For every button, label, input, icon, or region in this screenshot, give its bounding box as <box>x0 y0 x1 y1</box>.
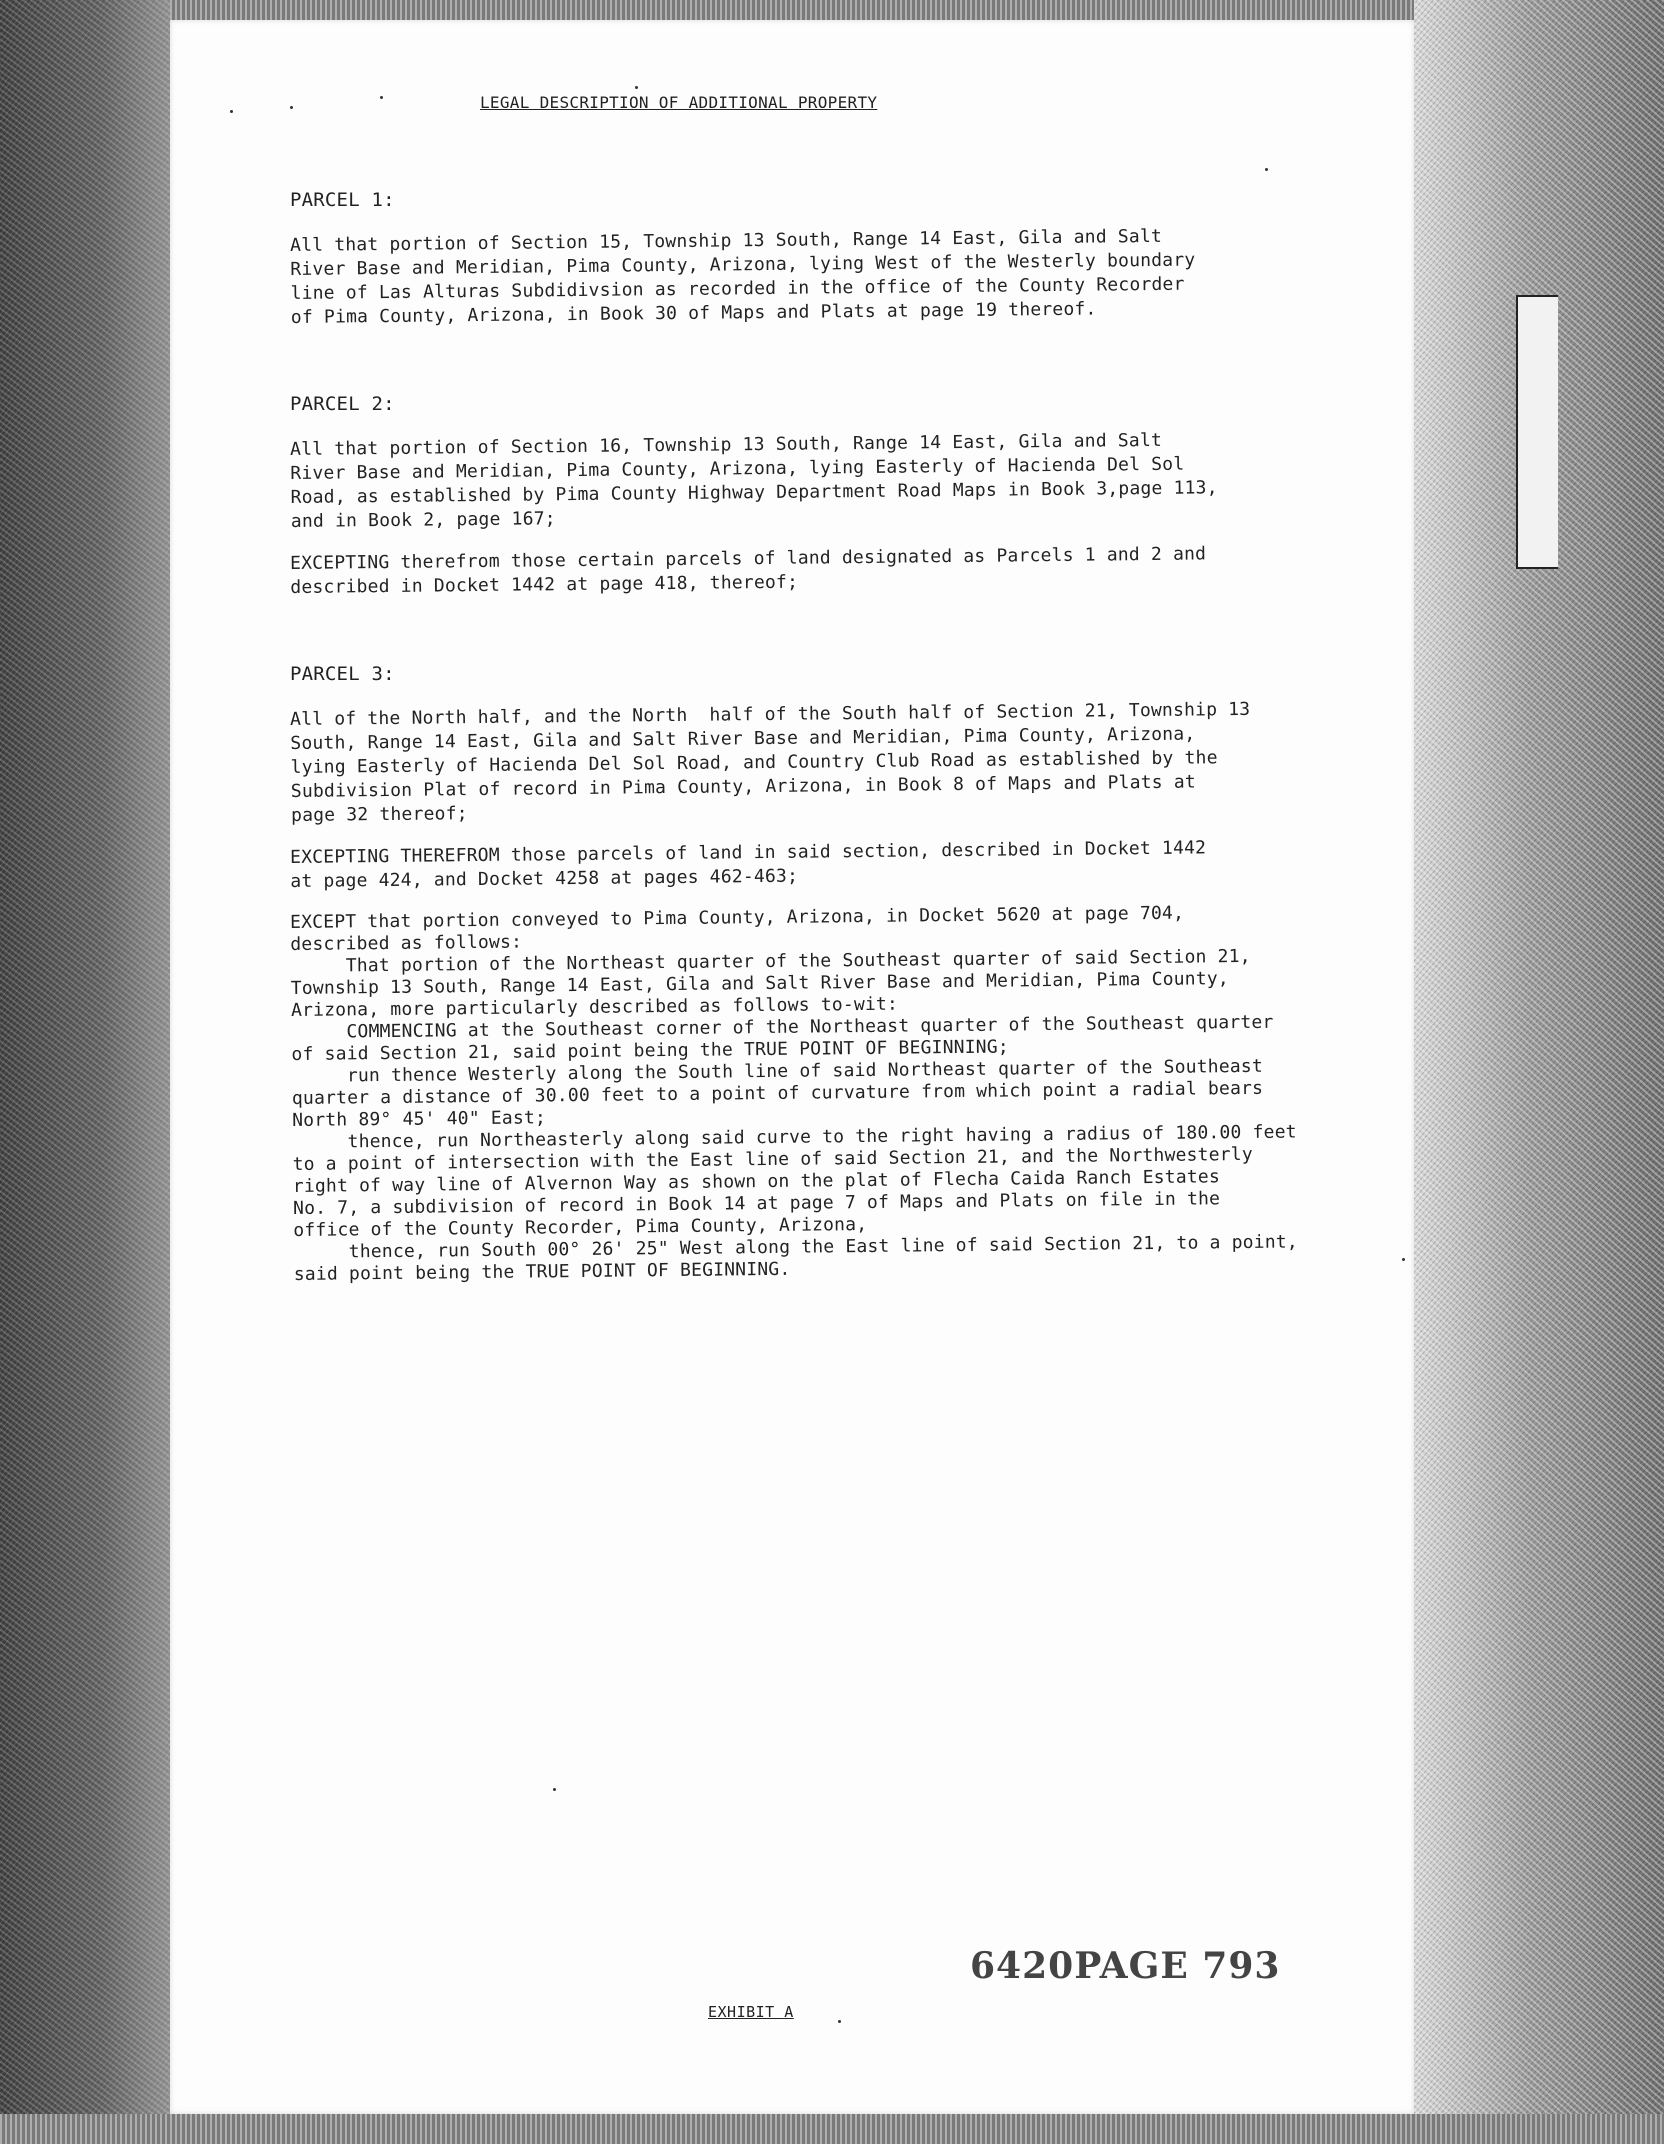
parcel-exception-paragraph: EXCEPTING therefrom those certain parcels of land designated as Parcels 1 and 2 and described in Docket 1442 at page 418, thereof; <box>290 543 1207 598</box>
recording-stamp: 6420PAGE 793 <box>970 1945 1281 1987</box>
scan-speck <box>635 86 638 89</box>
scan-speck <box>838 2020 841 2023</box>
parcel-2 <box>290 392 1420 600</box>
parcel-paragraph: All that portion of Section 16, Township 13 South, Range 14 East, Gila and Salt River Base and Meridian, Pima County, Arizona, lying Easterly of Hacienda Del Sol Road, as established by Pima County Highway Department Road Maps in Book 3,page 113, and in Book 2, page 167; <box>290 429 1218 532</box>
scan-border-left <box>0 0 170 2144</box>
scan-speck <box>230 110 233 113</box>
parcel-heading: PARCEL 2: <box>290 393 395 415</box>
paper-edge-tab <box>1516 295 1558 569</box>
parcel-heading: PARCEL 1: <box>290 189 395 211</box>
parcel-paragraph: All that portion of Section 15, Township 13 South, Range 14 East, Gila and Salt River Base and Meridian, Pima County, Arizona, lying West of the Westerly boundary line of Las Alturas Subdidivsion as recorded in the office of the County Recorder of Pima County, Arizona, in Book 30 of Maps and Plats at page 19 thereof. <box>290 225 1196 328</box>
scan-border-bottom <box>0 2114 1664 2144</box>
parcel-except-description: EXCEPT that portion conveyed to Pima County, Arizona, in Docket 5620 at page 704, described as follows: That portion of the Northeast quarter of the Southeast quarter of said Section 21, Township 13 South, Range 14 East, Gila and Salt River Base and Meridian, Pima County, Arizona, more particularly described as follows to-wit: COMMENCING at the Southeast corner of the Northeast quarter of the Southeast quarter of said Section 21, said point being the TRUE POINT OF BEGINNING; run thence Westerly along the South line of said Northeast quarter of the Southeast quarter a distance of 30.00 feet to a point of curvature from which point a radial bears North 89° 45' 40" East; thence, run Northeasterly along said curve to the right having a radius of 180.00 feet to a point of intersection with the East line of said Section 21, and the Northwesterly right of way line of Alvernon Way as shown on the plat of Flecha Caida Ranch Estates No. 7, a subdivision of record in Book 14 at page 7 of Maps and Plats on file in the office of the County Recorder, Pima County, Arizona, thence, run South 00° 26' 25" West along the East line of said Section 21, to a point, said point being the TRUE POINT OF BEGINNING. <box>290 902 1298 1285</box>
parcel-paragraph: All of the North half, and the North half of the South half of Section 21, Township 13 South, Range 14 East, Gila and Salt River Base and Meridian, Pima County, Arizona, lying Easterly of Hacienda Del Sol Road, and Country Club Road as established by the Subdivision Plat of record in Pima County, Arizona, in Book 8 of Maps and Plats at page 32 thereof; <box>290 698 1251 826</box>
parcel-3 <box>290 662 1420 1286</box>
document-title: LEGAL DESCRIPTION OF ADDITIONAL PROPERTY <box>480 93 878 112</box>
exhibit-label: EXHIBIT A <box>708 2003 794 2021</box>
scan-speck <box>553 1788 556 1791</box>
document-body <box>290 95 1420 1348</box>
parcel-heading: PARCEL 3: <box>290 663 395 685</box>
parcel-1 <box>290 188 1420 330</box>
parcel-exception-paragraph: EXCEPTING THEREFROM those parcels of land in said section, described in Docket 1442 at page 424, and Docket 4258 at pages 462-463; <box>290 837 1207 892</box>
